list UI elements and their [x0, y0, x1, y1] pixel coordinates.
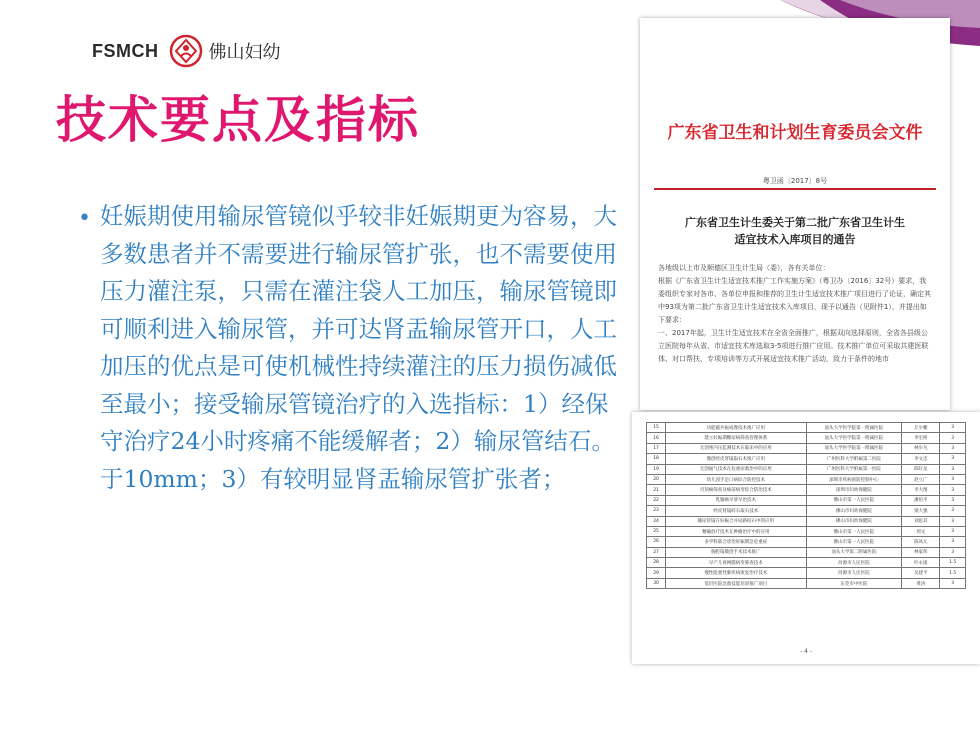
document-number: 粤卫函〔2017〕8号 — [762, 177, 828, 185]
table-cell: 22 — [647, 495, 666, 505]
table-row — [647, 443, 966, 453]
page-number: - 4 - — [800, 648, 812, 655]
table-cell: 赵立广 — [902, 474, 940, 484]
project-table-image — [632, 412, 980, 664]
table-cell: 输尿管镜在妊娠合并尿路结石中的应用 — [666, 516, 806, 526]
table-row — [647, 568, 966, 578]
table-cell: 胸腔镜微创手术技术推广 — [666, 547, 806, 557]
table-cell: 3 — [940, 443, 966, 453]
table-row — [647, 558, 966, 568]
table-row — [647, 495, 966, 505]
document-paragraph: 根据《广东省卫生计生适宜技术推广工作实施方案》（粤卫办〔2016〕32号）要求，我委组织专家对各市、各单位申报和推荐的卫生计生适宜技术推广项目进行了论证，确定其中93项为第二批广东省卫生计生适宜技术入库项目，现予以通告（见附件1），并提出如下要求： — [658, 277, 931, 324]
table-cell: 陈凤元 — [902, 537, 940, 547]
table-cell: 无创通气技术在危重症救治中的应用 — [666, 464, 806, 474]
table-cell: 29 — [647, 568, 666, 578]
table-cell: 3 — [940, 547, 966, 557]
table-cell: 佛山市妇幼保健院 — [806, 506, 902, 516]
table-cell: 汕头大学医学院第一附属医院 — [806, 443, 902, 453]
table-row — [647, 474, 966, 484]
table-cell: 李大图 — [902, 485, 940, 495]
table-cell: 3 — [940, 474, 966, 484]
table-cell: 3 — [940, 537, 966, 547]
table-row — [647, 526, 966, 536]
table-cell: 3 — [940, 578, 966, 588]
table-cell: 深圳市疾病预防控制中心 — [806, 474, 902, 484]
table-cell: 河源市人民医院 — [806, 558, 902, 568]
logo — [92, 34, 281, 68]
table-cell: 3 — [940, 423, 966, 433]
table-cell: 3 — [940, 485, 966, 495]
table-cell: 佛山市第一人民医院 — [806, 526, 902, 536]
table-cell: 20 — [647, 474, 666, 484]
table-row — [647, 464, 966, 474]
table-row — [647, 516, 966, 526]
table-cell: 陈旺龙 — [902, 464, 940, 474]
table-cell: 丘少鹏 — [902, 423, 940, 433]
document-salutation: 各地级以上市及顺德区卫生计生局（委），各有关单位： — [658, 264, 830, 272]
table-cell: 27 — [647, 547, 666, 557]
table-cell: 19 — [647, 464, 666, 474]
table-cell: 幼儿园手足口病综合防控技术 — [666, 474, 806, 484]
table-cell: 3 — [940, 495, 966, 505]
table-cell: 周文 — [902, 526, 940, 536]
table-cell: 河源市人民医院 — [806, 568, 902, 578]
official-document-image — [640, 18, 950, 410]
table-cell: 3 — [940, 464, 966, 474]
table-cell: 无创颅内压监测技术在临床中的应用 — [666, 443, 806, 453]
table-row — [647, 547, 966, 557]
table-row — [647, 485, 966, 495]
logo-text-en: FSMCH — [92, 40, 159, 61]
table-cell: 经皮肾镜碎石取石技术 — [666, 506, 806, 516]
table-cell: 16 — [647, 433, 666, 443]
table-cell: 汕头大学第二附属医院 — [806, 547, 902, 557]
table-cell: 24 — [647, 516, 666, 526]
table-cell: 1.5 — [940, 568, 966, 578]
table-cell: 慢性阻塞性肺疾病康复治疗技术 — [666, 568, 806, 578]
hospital-logo-icon — [169, 34, 203, 68]
table-cell: 25 — [647, 526, 666, 536]
table-cell: 功能磁共振成像技术推广应用 — [666, 423, 806, 433]
table-cell: 3 — [940, 516, 966, 526]
document-header: 广东省卫生和计划生育委员会文件 — [667, 123, 923, 143]
bullet-marker: • — [78, 206, 91, 231]
table-row — [647, 537, 966, 547]
table-cell: 林少凡 — [902, 443, 940, 453]
table-cell: 21 — [647, 485, 666, 495]
table-cell: 基层医院急救技能培训推广项目 — [666, 578, 806, 588]
table-cell: 佛山市第一人民医院 — [806, 495, 902, 505]
table-cell: 18 — [647, 454, 666, 464]
table-cell: 刘思其 — [902, 516, 940, 526]
project-table — [646, 422, 966, 589]
table-cell: 吴建平 — [902, 568, 940, 578]
document-paragraph: 一、2017年起，卫生计生适宜技术在全省全面推广，根据双向选择原则，全省各县级公立医院每年从省、市适宜技术库选取3-5项进行推广应用。技术推广单位可采取共建医联体、对口帮扶、专项培训等方式开展适宜技术推广活动，致力于条件的地市 — [658, 329, 929, 363]
table-cell: 26 — [647, 537, 666, 547]
table-cell: 建立妊娠期糖尿病筛查管理体系 — [666, 433, 806, 443]
table-cell: 潘伯平 — [902, 495, 940, 505]
table-cell: 汕头大学医学院第一附属医院 — [806, 423, 902, 433]
table-cell: 多学科联合诊治妊娠期急危重症 — [666, 537, 806, 547]
table-cell: 林家伟 — [902, 547, 940, 557]
table-cell: 广州医科大学附属第一医院 — [806, 464, 902, 474]
document-body — [658, 262, 932, 366]
table-cell: 30 — [647, 578, 666, 588]
table-cell: 3 — [940, 526, 966, 536]
table-cell: 15 — [647, 423, 666, 433]
table-cell: 23 — [647, 506, 666, 516]
table-cell: 梁大强 — [902, 506, 940, 516]
document-title: 广东省卫生计生委关于第二批广东省卫生计生适宜技术入库项目的通告 — [685, 216, 905, 246]
table-cell: 汕头大学医学院第一附属医院 — [806, 433, 902, 443]
table-cell: 李宏桥 — [902, 433, 940, 443]
document-divider — [654, 188, 936, 190]
table-cell: 黄涛 — [902, 578, 940, 588]
table-cell: 3 — [940, 454, 966, 464]
table-cell: 乳腺癌早诊早治技术 — [666, 495, 806, 505]
table-cell: 宫颈癌筛查及癌前病变综合防治技术 — [666, 485, 806, 495]
table-cell: 广州医科大学附属第二医院 — [806, 454, 902, 464]
table-row — [647, 578, 966, 588]
table-row — [647, 423, 966, 433]
slide-title: 技术要点及指标 — [56, 91, 420, 149]
table-cell: 佛山市妇幼保健院 — [806, 516, 902, 526]
table-cell: 叶永康 — [902, 558, 940, 568]
table-cell: 早产儿视网膜病变筛查技术 — [666, 558, 806, 568]
table-cell: 17 — [647, 443, 666, 453]
table-row — [647, 506, 966, 516]
table-cell: 精确放疗技术在肿瘤治疗中的应用 — [666, 526, 806, 536]
table-cell: 微创经皮肾镜取石术推广应用 — [666, 454, 806, 464]
table-cell: 3 — [940, 433, 966, 443]
table-cell: 东莞市中医院 — [806, 578, 902, 588]
body-paragraph: 妊娠期使用输尿管镜似乎较非妊娠期更为容易，大多数患者并不需要进行输尿管扩张，也不需要使用压力灌注泵，只需在灌注袋人工加压，输尿管镜即可顺利进入输尿管，并可达肾盂输尿管开口，人工加压的优点是可使机械性持续灌注的压力损伤减低至最小；接受输尿管镜治疗的入选指标：1）经保守治疗24小时疼痛不能缓解者；2）输尿管结石。于10mm；3）有较明显肾盂输尿管扩张者； — [100, 202, 617, 493]
table-cell: 3 — [940, 506, 966, 516]
table-cell: 佛山市第一人民医院 — [806, 537, 902, 547]
table-cell: 深圳市妇幼保健院 — [806, 485, 902, 495]
table-cell: 28 — [647, 558, 666, 568]
table-cell: 李文忠 — [902, 454, 940, 464]
logo-text-cn: 佛山妇幼 — [208, 42, 281, 63]
table-cell: 1.5 — [940, 558, 966, 568]
table-row — [647, 433, 966, 443]
table-row — [647, 454, 966, 464]
